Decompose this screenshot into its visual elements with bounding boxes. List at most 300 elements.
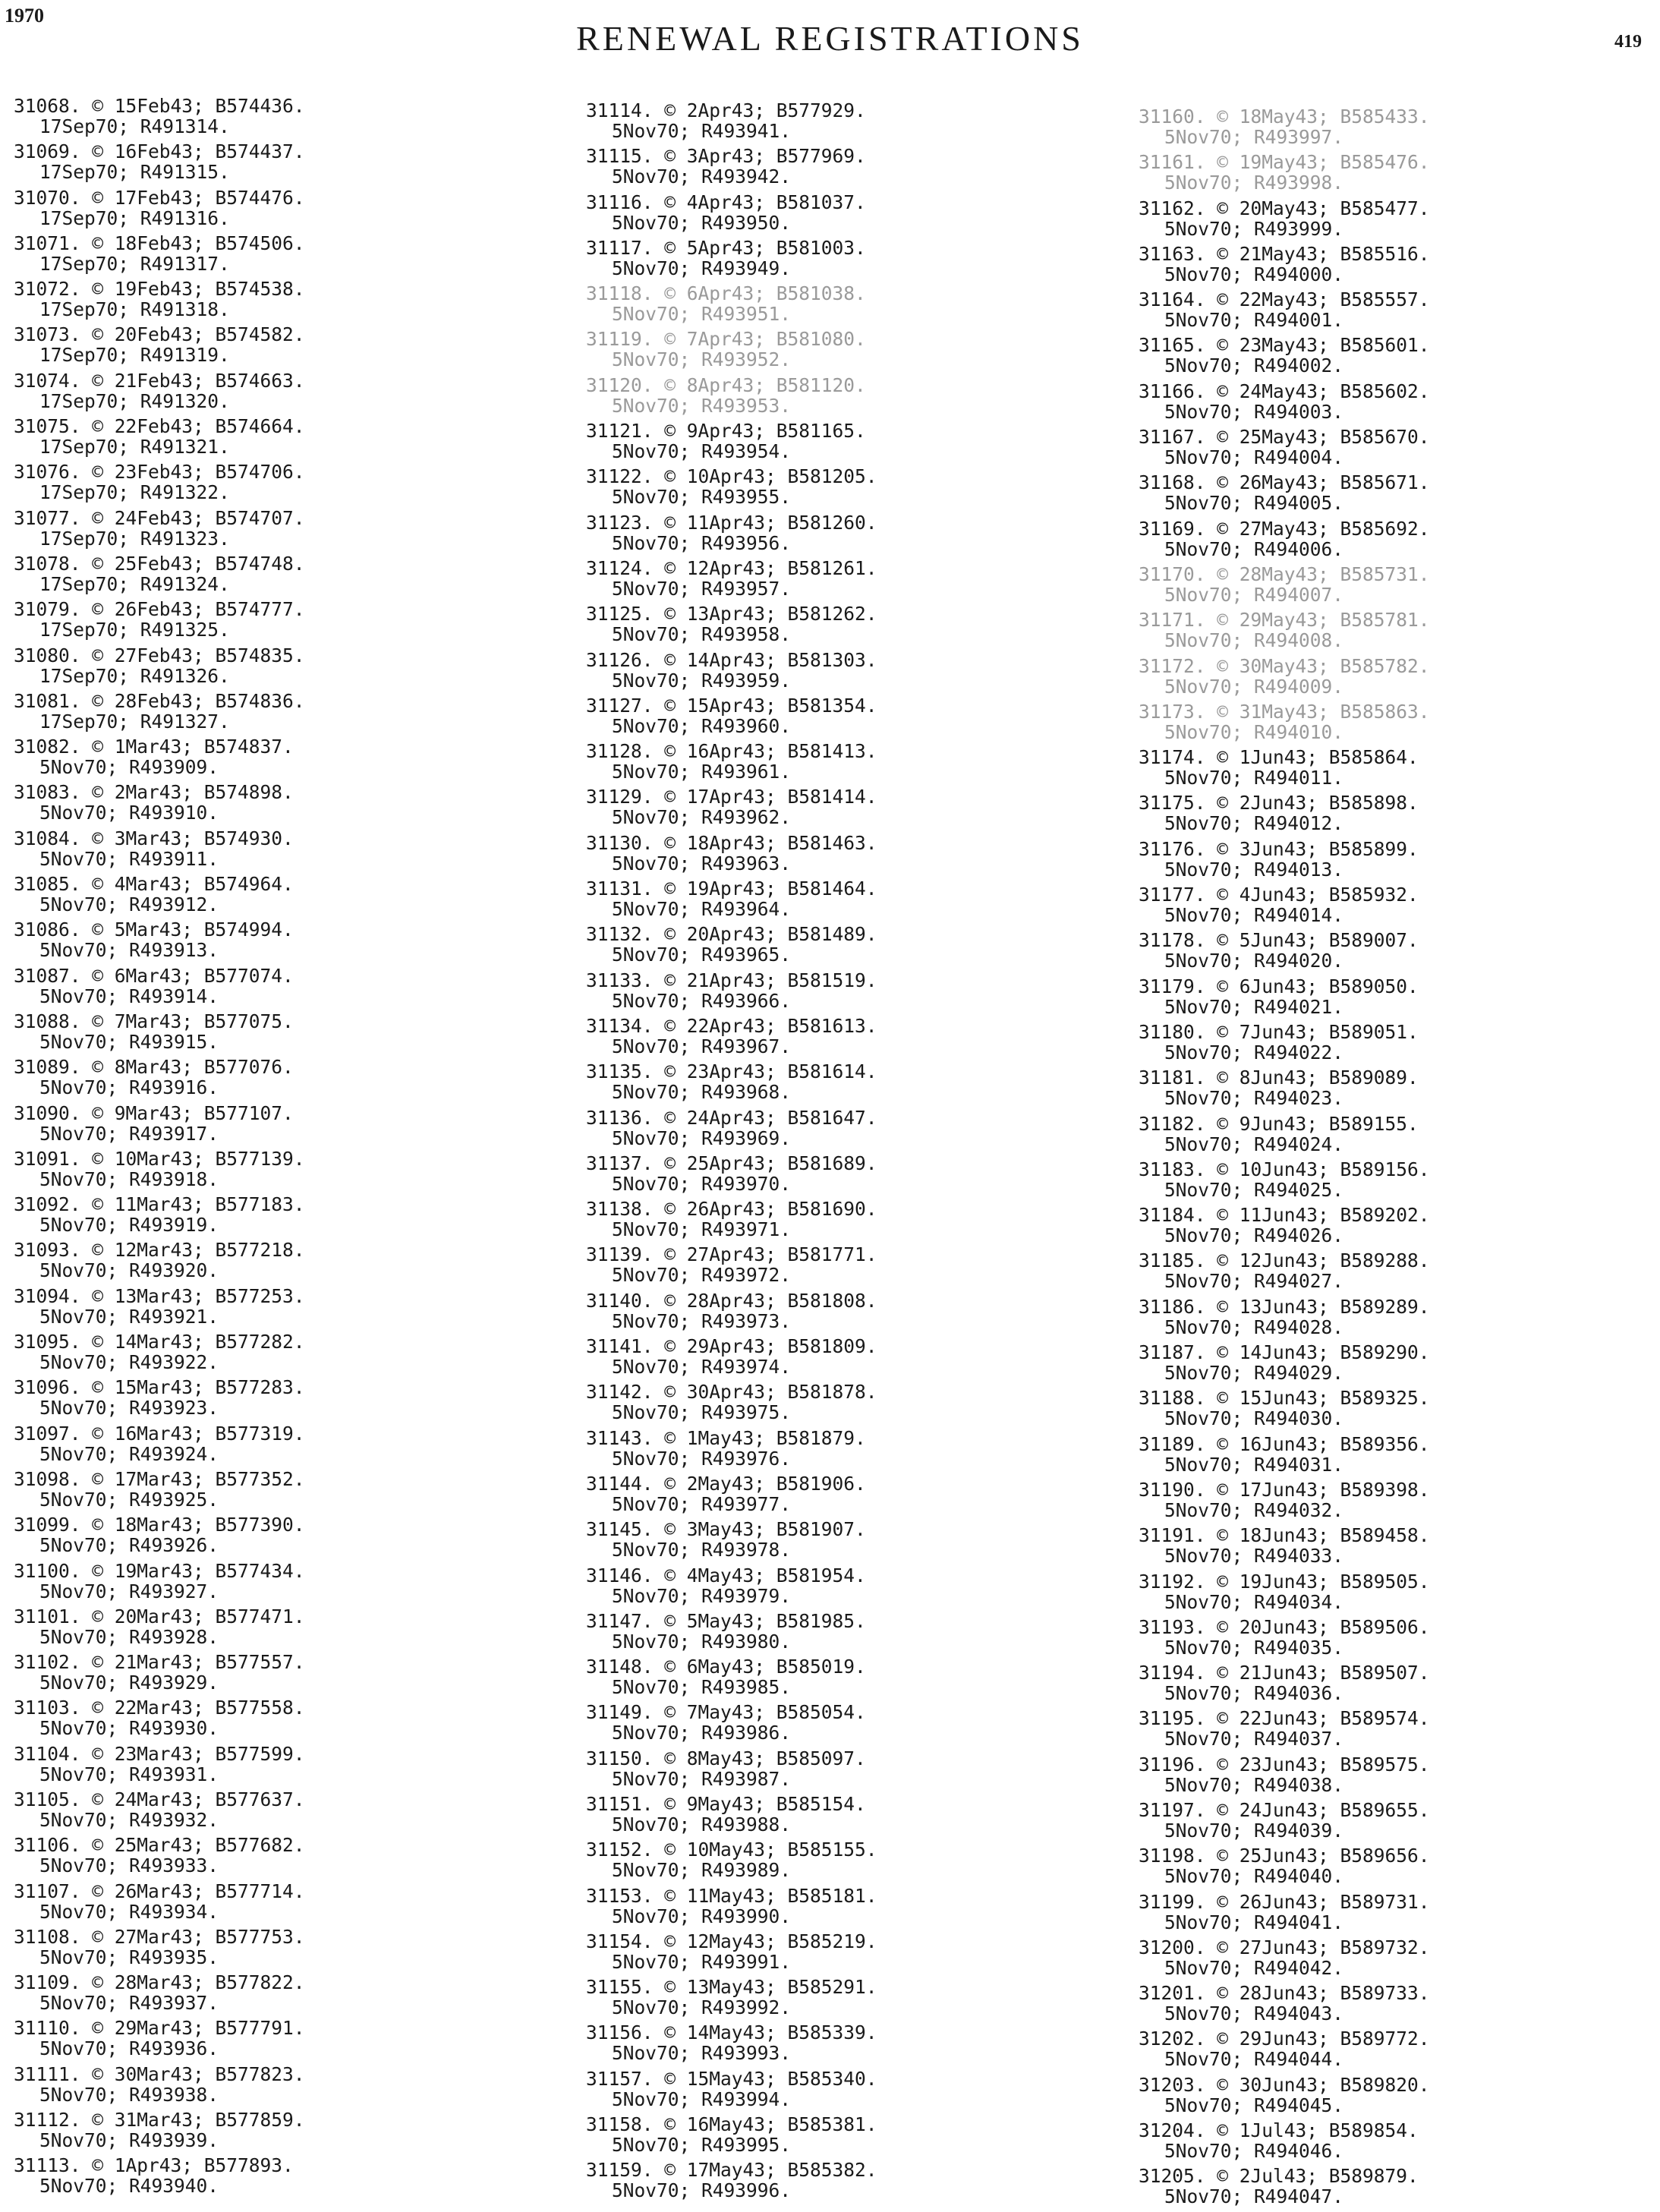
entry-registration-line: 31109. © 28Mar43; B577822. <box>14 1971 305 1994</box>
entry-renewal-line: 5Nov70; R494008. <box>1164 629 1344 652</box>
registration-entry <box>586 970 1117 1016</box>
entry-registration-line: 31129. © 17Apr43; B581414. <box>586 786 877 808</box>
registration-entry <box>586 100 1117 146</box>
entry-renewal-line: 5Nov70; R493969. <box>612 1126 792 1149</box>
registration-entry <box>1139 1250 1660 1296</box>
entry-registration-line: 31105. © 24Mar43; B577637. <box>14 1788 305 1810</box>
entry-registration-line: 31113. © 1Apr43; B577893. <box>14 2154 294 2177</box>
registration-entry <box>1139 518 1660 564</box>
entry-registration-line: 31203. © 30Jun43; B589820. <box>1139 2073 1430 2096</box>
entry-renewal-line: 17Sep70; R491316. <box>39 206 230 229</box>
entry-renewal-line: 5Nov70; R493909. <box>39 756 219 779</box>
entry-renewal-line: 5Nov70; R493913. <box>39 939 219 962</box>
registration-entry <box>586 1565 1117 1611</box>
registration-entry <box>14 1331 545 1377</box>
entry-renewal-line: 5Nov70; R494031. <box>1164 1453 1344 1476</box>
entry-renewal-line: 5Nov70; R493949. <box>612 257 792 279</box>
entry-renewal-line: 5Nov70; R494038. <box>1164 1773 1344 1796</box>
entry-renewal-line: 5Nov70; R494025. <box>1164 1178 1344 1201</box>
registration-entry <box>1139 610 1660 655</box>
entry-registration-line: 31115. © 3Apr43; B577969. <box>586 145 866 168</box>
registration-entry <box>586 283 1117 329</box>
entry-renewal-line: 5Nov70; R493988. <box>612 1813 792 1835</box>
entry-renewal-line: 5Nov70; R493938. <box>39 2083 219 2106</box>
registration-entry <box>1139 930 1660 975</box>
entry-registration-line: 31120. © 8Apr43; B581120. <box>586 373 866 396</box>
entry-renewal-line: 5Nov70; R493955. <box>612 486 792 509</box>
registration-entry <box>14 1927 545 1972</box>
entry-renewal-line: 5Nov70; R493990. <box>612 1905 792 1927</box>
registration-entry <box>1139 2120 1660 2166</box>
entry-renewal-line: 5Nov70; R493976. <box>612 1447 792 1470</box>
entry-renewal-line: 5Nov70; R493917. <box>39 1122 219 1145</box>
registration-entry <box>1139 1800 1660 1845</box>
registration-entry <box>1139 1708 1660 1754</box>
entry-registration-line: 31102. © 21Mar43; B577557. <box>14 1651 305 1674</box>
entry-renewal-line: 5Nov70; R493942. <box>612 165 792 188</box>
registration-entry <box>14 919 545 965</box>
registration-entry <box>14 1697 545 1743</box>
entry-renewal-line: 5Nov70; R494034. <box>1164 1590 1344 1613</box>
entry-registration-line: 31123. © 11Apr43; B581260. <box>586 511 877 534</box>
entry-registration-line: 31114. © 2Apr43; B577929. <box>586 99 866 121</box>
entry-registration-line: 31161. © 19May43; B585476. <box>1139 151 1430 174</box>
entry-registration-line: 31159. © 17May43; B585382. <box>586 2159 877 2182</box>
page-title: RENEWAL REGISTRATIONS <box>576 19 1084 58</box>
entry-registration-line: 31183. © 10Jun43; B589156. <box>1139 1158 1430 1180</box>
registration-entry <box>586 1656 1117 1702</box>
entry-renewal-line: 17Sep70; R491321. <box>39 436 230 458</box>
entry-renewal-line: 5Nov70; R493933. <box>39 1854 219 1877</box>
entry-renewal-line: 5Nov70; R493926. <box>39 1534 219 1557</box>
registration-entry <box>14 141 545 187</box>
registration-entry <box>586 238 1117 283</box>
registration-entry <box>1139 1617 1660 1662</box>
registration-entry <box>586 1290 1117 1336</box>
entry-renewal-line: 5Nov70; R493950. <box>612 211 792 234</box>
entry-renewal-line: 5Nov70; R493974. <box>612 1356 792 1379</box>
entry-renewal-line: 5Nov70; R494022. <box>1164 1041 1344 1063</box>
entry-renewal-line: 5Nov70; R493995. <box>612 2134 792 2157</box>
entry-renewal-line: 5Nov70; R493941. <box>612 120 792 142</box>
entry-registration-line: 31191. © 18Jun43; B589458. <box>1139 1524 1430 1547</box>
entry-registration-line: 31163. © 21May43; B585516. <box>1139 242 1430 265</box>
registration-entry <box>14 1972 545 2018</box>
entry-registration-line: 31146. © 4May43; B581954. <box>586 1564 866 1587</box>
entry-renewal-line: 5Nov70; R493971. <box>612 1218 792 1241</box>
entry-renewal-line: 5Nov70; R494047. <box>1164 2185 1344 2208</box>
registration-entry <box>586 833 1117 878</box>
registration-entry <box>14 416 545 462</box>
entry-registration-line: 31085. © 4Mar43; B574964. <box>14 873 294 896</box>
registration-entry <box>586 1382 1117 1427</box>
registration-entry <box>586 1702 1117 1747</box>
entry-registration-line: 31141. © 29Apr43; B581809. <box>586 1335 877 1358</box>
registration-entry <box>14 187 545 233</box>
entry-renewal-line: 17Sep70; R491320. <box>39 389 230 412</box>
entry-registration-line: 31181. © 8Jun43; B589089. <box>1139 1067 1419 1089</box>
entry-registration-line: 31100. © 19Mar43; B577434. <box>14 1559 305 1582</box>
registration-entry <box>586 558 1117 603</box>
registration-entry <box>1139 381 1660 427</box>
entry-registration-line: 31143. © 1May43; B581879. <box>586 1426 866 1449</box>
entry-registration-line: 31095. © 14Mar43; B577282. <box>14 1331 305 1353</box>
registration-entry <box>14 2110 545 2155</box>
entry-registration-line: 31205. © 2Jul43; B589879. <box>1139 2165 1419 2188</box>
registration-entry <box>586 1016 1117 1061</box>
entry-renewal-line: 5Nov70; R493929. <box>39 1672 219 1694</box>
registration-entry <box>14 1057 545 1102</box>
entry-renewal-line: 5Nov70; R493989. <box>612 1859 792 1882</box>
registration-entry <box>586 650 1117 695</box>
registration-entry <box>14 1652 545 1697</box>
entry-renewal-line: 5Nov70; R493952. <box>612 348 792 371</box>
registration-entry <box>586 1153 1117 1199</box>
entry-renewal-line: 5Nov70; R493998. <box>1164 172 1344 194</box>
entry-registration-line: 31104. © 23Mar43; B577599. <box>14 1742 305 1765</box>
entry-renewal-line: 5Nov70; R494003. <box>1164 400 1344 423</box>
entry-renewal-line: 5Nov70; R493934. <box>39 1900 219 1923</box>
entry-registration-line: 31157. © 15May43; B585340. <box>586 2067 877 2090</box>
entry-renewal-line: 5Nov70; R493940. <box>39 2175 219 2198</box>
entry-renewal-line: 5Nov70; R494041. <box>1164 1911 1344 1933</box>
entry-renewal-line: 5Nov70; R494021. <box>1164 995 1344 1018</box>
entry-registration-line: 31069. © 16Feb43; B574437. <box>14 140 305 163</box>
registration-entry <box>14 691 545 736</box>
entry-renewal-line: 5Nov70; R493921. <box>39 1305 219 1328</box>
registration-entry <box>586 1244 1117 1290</box>
entry-registration-line: 31170. © 28May43; B585731. <box>1139 562 1430 585</box>
registration-entry <box>14 1789 545 1835</box>
registration-entry <box>1139 1022 1660 1067</box>
registration-entry <box>1139 1205 1660 1250</box>
entry-registration-line: 31098. © 17Mar43; B577352. <box>14 1467 305 1490</box>
entry-renewal-line: 5Nov70; R493925. <box>39 1488 219 1511</box>
entry-renewal-line: 5Nov70; R493924. <box>39 1442 219 1465</box>
registration-entry <box>14 553 545 599</box>
entry-renewal-line: 5Nov70; R493985. <box>612 1676 792 1699</box>
registration-entry <box>1139 1067 1660 1113</box>
entry-registration-line: 31083. © 2Mar43; B574898. <box>14 781 294 804</box>
entry-renewal-line: 5Nov70; R494000. <box>1164 263 1344 285</box>
entry-renewal-line: 17Sep70; R491327. <box>39 710 230 733</box>
entry-registration-line: 31079. © 26Feb43; B574777. <box>14 598 305 621</box>
entry-registration-line: 31192. © 19Jun43; B589505. <box>1139 1570 1430 1593</box>
entry-renewal-line: 5Nov70; R494023. <box>1164 1087 1344 1110</box>
registration-entry <box>1139 839 1660 884</box>
entry-renewal-line: 5Nov70; R493956. <box>612 531 792 554</box>
entry-renewal-line: 5Nov70; R494002. <box>1164 354 1344 377</box>
entry-registration-line: 31193. © 20Jun43; B589506. <box>1139 1615 1430 1638</box>
entry-registration-line: 31092. © 11Mar43; B577183. <box>14 1193 305 1216</box>
registration-entry <box>586 1931 1117 1977</box>
entries-column-3 <box>1139 106 1660 2212</box>
entry-renewal-line: 5Nov70; R493937. <box>39 1992 219 2015</box>
entry-registration-line: 31168. © 26May43; B585671. <box>1139 471 1430 494</box>
entry-registration-line: 31151. © 9May43; B585154. <box>586 1792 866 1815</box>
entry-renewal-line: 5Nov70; R493910. <box>39 802 219 824</box>
entry-registration-line: 31093. © 12Mar43; B577218. <box>14 1239 305 1262</box>
entry-registration-line: 31160. © 18May43; B585433. <box>1139 106 1430 128</box>
entry-renewal-line: 5Nov70; R494045. <box>1164 2094 1344 2116</box>
entry-registration-line: 31140. © 28Apr43; B581808. <box>586 1289 877 1312</box>
registration-entry <box>14 1240 545 1285</box>
registration-entry <box>14 233 545 279</box>
entry-renewal-line: 5Nov70; R494013. <box>1164 858 1344 881</box>
registration-entry <box>14 1835 545 1880</box>
registration-entry <box>14 1103 545 1149</box>
registration-entry <box>1139 976 1660 1022</box>
registration-entry <box>586 1473 1117 1519</box>
entry-renewal-line: 5Nov70; R493953. <box>612 394 792 417</box>
registration-entry <box>14 966 545 1011</box>
entry-registration-line: 31073. © 20Feb43; B574582. <box>14 323 305 346</box>
entry-renewal-line: 5Nov70; R493992. <box>612 1996 792 2019</box>
entry-registration-line: 31126. © 14Apr43; B581303. <box>586 648 877 671</box>
entry-registration-line: 31148. © 6May43; B585019. <box>586 1656 866 1678</box>
registration-entry <box>586 2114 1117 2160</box>
registration-entry <box>1139 1388 1660 1433</box>
registration-entry <box>14 828 545 874</box>
entry-registration-line: 31130. © 18Apr43; B581463. <box>586 831 877 854</box>
entry-renewal-line: 5Nov70; R494037. <box>1164 1728 1344 1750</box>
registration-entry <box>14 1423 545 1469</box>
entry-registration-line: 31106. © 25Mar43; B577682. <box>14 1834 305 1857</box>
entry-renewal-line: 5Nov70; R494046. <box>1164 2140 1344 2163</box>
registration-entry <box>586 1794 1117 1839</box>
entry-registration-line: 31174. © 1Jun43; B585864. <box>1139 746 1419 769</box>
registration-entry <box>586 1428 1117 1473</box>
entry-registration-line: 31132. © 20Apr43; B581489. <box>586 923 877 946</box>
registration-entry <box>14 1744 545 1789</box>
entry-registration-line: 31153. © 11May43; B585181. <box>586 1884 877 1907</box>
entry-renewal-line: 5Nov70; R493951. <box>612 303 792 326</box>
entry-renewal-line: 5Nov70; R493919. <box>39 1214 219 1237</box>
registration-entry <box>1139 1525 1660 1571</box>
registration-entry <box>586 192 1117 238</box>
entry-renewal-line: 5Nov70; R493978. <box>612 1539 792 1561</box>
registration-entry <box>1139 1434 1660 1479</box>
registration-entry <box>586 466 1117 512</box>
entry-registration-line: 31117. © 5Apr43; B581003. <box>586 236 866 259</box>
entry-registration-line: 31072. © 19Feb43; B574538. <box>14 278 305 301</box>
entry-registration-line: 31068. © 15Feb43; B574436. <box>14 95 305 117</box>
registration-entry <box>1139 1479 1660 1525</box>
entry-registration-line: 31144. © 2May43; B581906. <box>586 1472 866 1495</box>
entry-registration-line: 31101. © 20Mar43; B577471. <box>14 1605 305 1627</box>
entries-column-2 <box>586 100 1117 2206</box>
entry-renewal-line: 5Nov70; R494033. <box>1164 1545 1344 1568</box>
registration-entry <box>586 1977 1117 2022</box>
registration-entry <box>14 1881 545 1927</box>
entry-renewal-line: 17Sep70; R491318. <box>39 298 230 321</box>
entry-registration-line: 31186. © 13Jun43; B589289. <box>1139 1295 1430 1318</box>
entry-registration-line: 31177. © 4Jun43; B585932. <box>1139 884 1419 906</box>
entry-registration-line: 31075. © 22Feb43; B574664. <box>14 415 305 438</box>
entry-renewal-line: 5Nov70; R493927. <box>39 1580 219 1602</box>
entry-renewal-line: 17Sep70; R491319. <box>39 344 230 367</box>
registration-entry <box>586 329 1117 374</box>
entry-renewal-line: 5Nov70; R493914. <box>39 985 219 1007</box>
registration-entry <box>14 1606 545 1652</box>
entry-renewal-line: 5Nov70; R493958. <box>612 623 792 646</box>
entry-renewal-line: 17Sep70; R491315. <box>39 161 230 184</box>
registration-entry <box>14 324 545 370</box>
entry-registration-line: 31118. © 6Apr43; B581038. <box>586 282 866 305</box>
entry-renewal-line: 5Nov70; R494039. <box>1164 1819 1344 1842</box>
entry-registration-line: 31173. © 31May43; B585863. <box>1139 700 1430 723</box>
entry-registration-line: 31136. © 24Apr43; B581647. <box>586 1106 877 1129</box>
entry-renewal-line: 5Nov70; R493918. <box>39 1167 219 1190</box>
registration-entry <box>586 1886 1117 1931</box>
registration-entry <box>1139 472 1660 518</box>
entry-registration-line: 31196. © 23Jun43; B589575. <box>1139 1753 1430 1776</box>
entry-renewal-line: 17Sep70; R491317. <box>39 252 230 275</box>
registration-entry <box>586 1611 1117 1656</box>
registration-entry <box>14 1514 545 1560</box>
registration-entry <box>1139 564 1660 610</box>
entry-registration-line: 31087. © 6Mar43; B577074. <box>14 964 294 987</box>
entry-registration-line: 31091. © 10Mar43; B577139. <box>14 1147 305 1170</box>
entry-registration-line: 31190. © 17Jun43; B589398. <box>1139 1478 1430 1501</box>
entry-registration-line: 31090. © 9Mar43; B577107. <box>14 1101 294 1124</box>
registration-entry <box>14 279 545 324</box>
entry-registration-line: 31131. © 19Apr43; B581464. <box>586 878 877 900</box>
entry-registration-line: 31133. © 21Apr43; B581519. <box>586 969 877 991</box>
registration-entry <box>586 786 1117 832</box>
page-number: 419 <box>1614 32 1642 52</box>
entry-registration-line: 31127. © 15Apr43; B581354. <box>586 694 877 717</box>
entry-renewal-line: 5Nov70; R494035. <box>1164 1636 1344 1659</box>
entry-renewal-line: 5Nov70; R493960. <box>612 714 792 737</box>
registration-entry <box>14 736 545 782</box>
entry-renewal-line: 5Nov70; R493968. <box>612 1081 792 1104</box>
entry-registration-line: 31166. © 24May43; B585602. <box>1139 380 1430 402</box>
entry-registration-line: 31202. © 29Jun43; B589772. <box>1139 2028 1430 2050</box>
entry-renewal-line: 5Nov70; R493979. <box>612 1584 792 1607</box>
entry-registration-line: 31134. © 22Apr43; B581613. <box>586 1014 877 1037</box>
entry-registration-line: 31200. © 27Jun43; B589732. <box>1139 1936 1430 1958</box>
entry-renewal-line: 5Nov70; R493967. <box>612 1035 792 1057</box>
entry-registration-line: 31125. © 13Apr43; B581262. <box>586 603 877 625</box>
registration-entry <box>586 2160 1117 2205</box>
registration-entry <box>586 741 1117 786</box>
registration-entry <box>14 1194 545 1240</box>
entry-renewal-line: 5Nov70; R493930. <box>39 1717 219 1740</box>
registration-entry <box>14 96 545 141</box>
entry-registration-line: 31137. © 25Apr43; B581689. <box>586 1152 877 1174</box>
entry-registration-line: 31195. © 22Jun43; B589574. <box>1139 1707 1430 1730</box>
entry-renewal-line: 5Nov70; R493964. <box>612 898 792 921</box>
entry-registration-line: 31096. © 15Mar43; B577283. <box>14 1376 305 1399</box>
entry-renewal-line: 5Nov70; R493977. <box>612 1492 792 1515</box>
entry-renewal-line: 5Nov70; R493991. <box>612 1950 792 1973</box>
registration-entry <box>1139 792 1660 838</box>
entry-registration-line: 31150. © 8May43; B585097. <box>586 1747 866 1769</box>
entry-renewal-line: 5Nov70; R493928. <box>39 1625 219 1648</box>
registration-entry <box>586 695 1117 741</box>
entry-renewal-line: 5Nov70; R493931. <box>39 1763 219 1785</box>
entry-renewal-line: 5Nov70; R494024. <box>1164 1133 1344 1155</box>
entry-renewal-line: 17Sep70; R491314. <box>39 115 230 137</box>
entry-registration-line: 31088. © 7Mar43; B577075. <box>14 1010 294 1032</box>
entry-registration-line: 31111. © 30Mar43; B577823. <box>14 2062 305 2085</box>
entry-renewal-line: 5Nov70; R494032. <box>1164 1498 1344 1521</box>
registration-entry <box>1139 747 1660 792</box>
entry-renewal-line: 5Nov70; R493963. <box>612 852 792 874</box>
registration-entry <box>14 370 545 416</box>
entry-renewal-line: 17Sep70; R491322. <box>39 481 230 504</box>
entry-registration-line: 31124. © 12Apr43; B581261. <box>586 556 877 579</box>
entry-registration-line: 31194. © 21Jun43; B589507. <box>1139 1662 1430 1684</box>
registration-entry <box>14 1149 545 1194</box>
entry-registration-line: 31189. © 16Jun43; B589356. <box>1139 1432 1430 1455</box>
registration-entry <box>14 1286 545 1331</box>
registration-entry <box>1139 1845 1660 1891</box>
registration-entry <box>1139 1892 1660 1937</box>
registration-entry <box>14 599 545 644</box>
registration-entry <box>1139 1342 1660 1388</box>
registration-entry <box>14 462 545 507</box>
entry-registration-line: 31201. © 28Jun43; B589733. <box>1139 1982 1430 2005</box>
entry-registration-line: 31128. © 16Apr43; B581413. <box>586 740 877 763</box>
entry-registration-line: 31156. © 14May43; B585339. <box>586 2021 877 2044</box>
entry-renewal-line: 5Nov70; R494006. <box>1164 537 1344 560</box>
registration-entry <box>586 1336 1117 1382</box>
entry-registration-line: 31158. © 16May43; B585381. <box>586 2113 877 2136</box>
entry-renewal-line: 5Nov70; R493954. <box>612 440 792 463</box>
registration-entry <box>586 1748 1117 1794</box>
entry-renewal-line: 5Nov70; R494044. <box>1164 2048 1344 2071</box>
registration-entry <box>1139 2075 1660 2120</box>
entry-renewal-line: 5Nov70; R494030. <box>1164 1407 1344 1430</box>
entry-registration-line: 31084. © 3Mar43; B574930. <box>14 827 294 849</box>
entry-renewal-line: 5Nov70; R493935. <box>39 1946 219 1968</box>
entry-renewal-line: 5Nov70; R494028. <box>1164 1316 1344 1338</box>
registration-entry <box>586 146 1117 191</box>
entry-registration-line: 31178. © 5Jun43; B589007. <box>1139 929 1419 952</box>
registration-entry <box>1139 1983 1660 2028</box>
entry-renewal-line: 5Nov70; R493962. <box>612 806 792 829</box>
entry-registration-line: 31089. © 8Mar43; B577076. <box>14 1056 294 1079</box>
entry-renewal-line: 5Nov70; R494012. <box>1164 812 1344 835</box>
entry-registration-line: 31152. © 10May43; B585155. <box>586 1839 877 1861</box>
entry-renewal-line: 5Nov70; R493972. <box>612 1264 792 1287</box>
entry-renewal-line: 5Nov70; R494020. <box>1164 950 1344 972</box>
registration-entry <box>14 1377 545 1423</box>
entry-registration-line: 31110. © 29Mar43; B577791. <box>14 2017 305 2040</box>
registration-entry <box>1139 198 1660 244</box>
registration-entry <box>14 782 545 827</box>
entry-renewal-line: 5Nov70; R494036. <box>1164 1682 1344 1705</box>
entry-registration-line: 31169. © 27May43; B585692. <box>1139 517 1430 540</box>
entry-registration-line: 31135. © 23Apr43; B581614. <box>586 1060 877 1083</box>
entry-renewal-line: 5Nov70; R493980. <box>612 1630 792 1653</box>
entry-registration-line: 31145. © 3May43; B581907. <box>586 1518 866 1541</box>
registration-entry <box>586 1839 1117 1885</box>
registration-entry <box>1139 1754 1660 1800</box>
entry-registration-line: 31142. © 30Apr43; B581878. <box>586 1381 877 1404</box>
entry-registration-line: 31107. © 26Mar43; B577714. <box>14 1880 305 1902</box>
entry-renewal-line: 5Nov70; R493986. <box>612 1722 792 1744</box>
entry-renewal-line: 5Nov70; R493911. <box>39 847 219 870</box>
entry-registration-line: 31112. © 31Mar43; B577859. <box>14 2109 305 2132</box>
entry-renewal-line: 5Nov70; R493994. <box>612 2088 792 2110</box>
entry-renewal-line: 5Nov70; R493922. <box>39 1351 219 1374</box>
registration-entry <box>586 375 1117 421</box>
entry-renewal-line: 5Nov70; R493973. <box>612 1309 792 1332</box>
year-label: 1970 <box>5 5 44 27</box>
